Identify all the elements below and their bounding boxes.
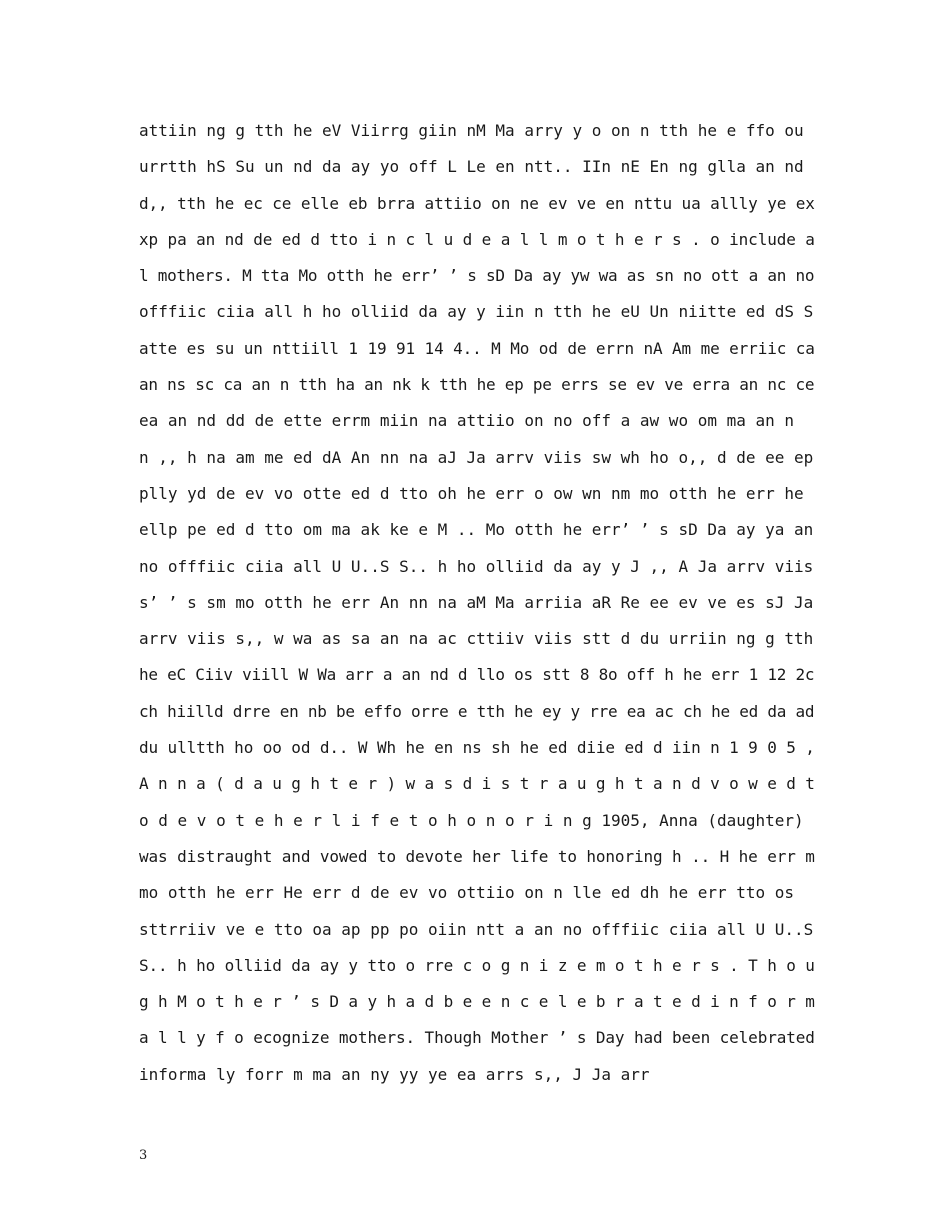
text-line: l mothers. M tta Mo otth he err’ ’ s sD Da ay yw wa as sn no ott a an no: [139, 266, 815, 286]
text-line: he eC Ciiv viill W Wa arr a an nd d llo os stt 8 8o off h he err 1 12 2c: [139, 665, 815, 685]
text-line: S.. h ho olliid da ay y tto o rre c o g n i z e m o t h e r s . T h o u: [139, 955, 815, 975]
text-line: atte es su un nttiill 1 19 91 14 4.. M Mo od de errn nA Am me erriic ca: [139, 338, 815, 358]
text-line: attiin ng g tth he eV Viirrg giin nM Ma arry y o on n tth he e ffo ou: [139, 121, 804, 140]
text-line: arrv viis s,, w wa as sa an na ac cttiiv viis stt d du urriin ng g tth: [139, 629, 814, 649]
text-line: informa ly forr m ma an ny yy ye ea arrs s,, J Ja arr: [139, 1064, 650, 1084]
page-number: 3: [139, 1148, 148, 1163]
text-line: mo otth he err He err d de ev vo ottiio on n lle ed dh he err tto os: [139, 883, 795, 903]
text-line: d,, tth he ec ce elle eb brra attiio on ne ev ve en nttu ua allly ye ex: [139, 193, 815, 213]
text-line: o d e v o t e h e r l i f e t o h o n o r i n g 1905, Anna (daughter): [139, 810, 804, 830]
text-line: no offfiic ciia all U U..S S.. h ho olliid da ay y J ,, A Ja arrv viis: [139, 556, 814, 576]
text-line: ellp pe ed d tto om ma ak ke e M .. Mo otth he err’ ’ s sD Da ay ya an: [139, 520, 814, 540]
text-line: s’ ’ s sm mo otth he err An nn na aM Ma arriia aR Re ee ev ve es sJ Ja: [139, 592, 814, 612]
text-line: ch hiilld drre en nb be effo orre e tth he ey y rre ea ac ch he ed da ad: [139, 701, 815, 721]
text-line: offfiic ciia all h ho olliid da ay y iin n tth he eU Un niitte ed dS S: [139, 302, 814, 322]
text-line: a l l y f o ecognize mothers. Though Mother ’ s Day had been celebrated: [139, 1028, 815, 1048]
text-line: xp pa an nd de ed d tto i n c l u d e a l l m o t h e r s . o include a: [139, 229, 815, 249]
text-line: urrtth hS Su un nd da ay yo off L Le en ntt.. IIn nE En ng glla an nd: [139, 157, 804, 177]
text-line: A n n a ( d a u g h t e r ) w a s d i s t r a u g h t a n d v o w e d t: [139, 774, 815, 794]
text-line: was distraught and vowed to devote her life to honoring h .. H he err m: [139, 846, 815, 866]
text-line: sttrriiv ve e tto oa ap pp po oiin ntt a an no offfiic ciia all U U..S: [139, 919, 814, 939]
text-line: n ,, h na am me ed dA An nn na aJ Ja arrv viis sw wh ho o,, d de ee ep: [139, 447, 814, 467]
text-line: ea an nd dd de ette errm miin na attiio on no off a aw wo om ma an n: [139, 411, 795, 431]
body-text: [139, 117, 815, 1097]
text-line: an ns sc ca an n tth ha an nk k tth he ep pe errs se ev ve erra an nc ce: [139, 375, 815, 395]
text-line: plly yd de ev vo otte ed d tto oh he err o ow wn nm mo otth he err he: [139, 483, 804, 503]
text-line: du ulltth ho oo od d.. W Wh he en ns sh he ed diie ed d iin n 1 9 0 5 ,: [139, 738, 815, 758]
text-line: g h M o t h e r ’ s D a y h a d b e e n c e l e b r a t e d i n f o r m: [139, 992, 815, 1012]
